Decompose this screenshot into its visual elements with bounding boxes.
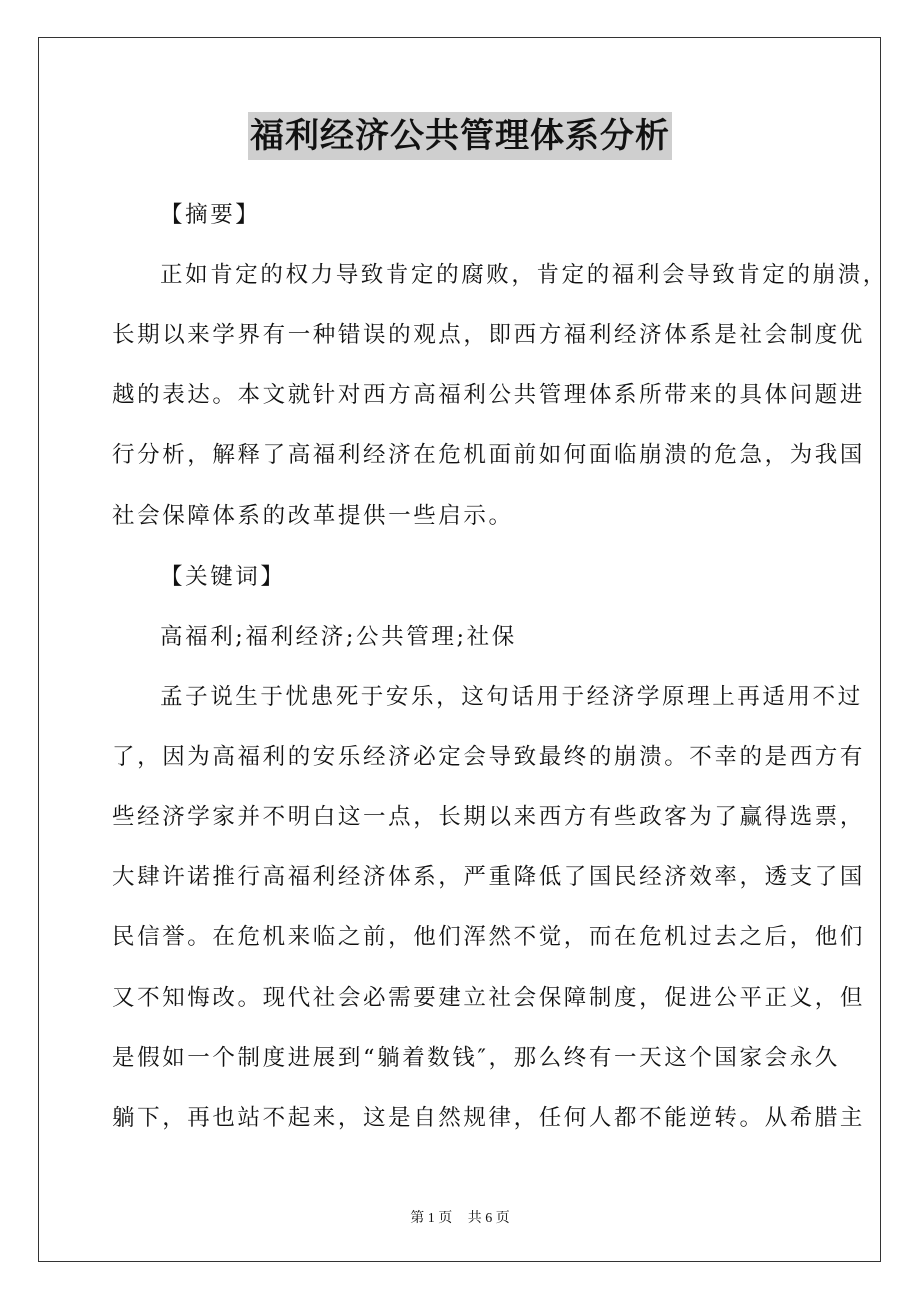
title-container <box>0 112 920 160</box>
body-line-3: 些经济学家并不明白这一点，长期以来西方有些政客为了赢得选票， <box>112 804 866 830</box>
body-line-1: 孟子说生于忧患死于安乐，这句话用于经济学原理上再适用不过 <box>160 684 863 710</box>
keywords-list: 高福利;福利经济;公共管理;社保 <box>160 624 517 650</box>
abstract-line-2: 长期以来学界有一种错误的观点，即西方福利经济体系是社会制度优 <box>112 322 866 348</box>
body-line-2: 了，因为高福利的安乐经济必定会导致最终的崩溃。不幸的是西方有 <box>112 744 866 770</box>
abstract-line-3: 越的表达。本文就针对西方高福利公共管理体系所带来的具体问题进 <box>112 382 866 408</box>
body-line-6: 又不知悔改。现代社会必需要建立社会保障制度，促进公平正义，但 <box>112 985 866 1011</box>
body-line-4: 大肆许诺推行高福利经济体系，严重降低了国民经济效率，透支了国 <box>112 864 866 890</box>
document-title: 福利经济公共管理体系分析 <box>248 112 672 160</box>
keywords-heading: 【关键词】 <box>160 564 286 590</box>
page-total: 共 6 页 <box>467 1211 510 1226</box>
body-line-5: 民信誉。在危机来临之前，他们浑然不觉，而在危机过去之后，他们 <box>112 924 866 950</box>
page-footer <box>0 1207 920 1227</box>
body-line-7: 是假如一个制度进展到“躺着数钱″，那么终有一天这个国家会永久 <box>112 1045 840 1071</box>
abstract-line-4: 行分析，解释了高福利经济在危机面前如何面临崩溃的危急，为我国 <box>112 442 866 468</box>
abstract-line-5: 社会保障体系的改革提供一些启示。 <box>112 503 514 529</box>
abstract-line-1: 正如肯定的权力导致肯定的腐败，肯定的福利会导致肯定的崩溃， <box>160 262 888 288</box>
body-line-8: 躺下，再也站不起来，这是自然规律，任何人都不能逆转。从希腊主 <box>112 1105 866 1131</box>
page-number: 第 1 页 <box>410 1211 453 1226</box>
abstract-heading: 【摘要】 <box>160 202 261 228</box>
